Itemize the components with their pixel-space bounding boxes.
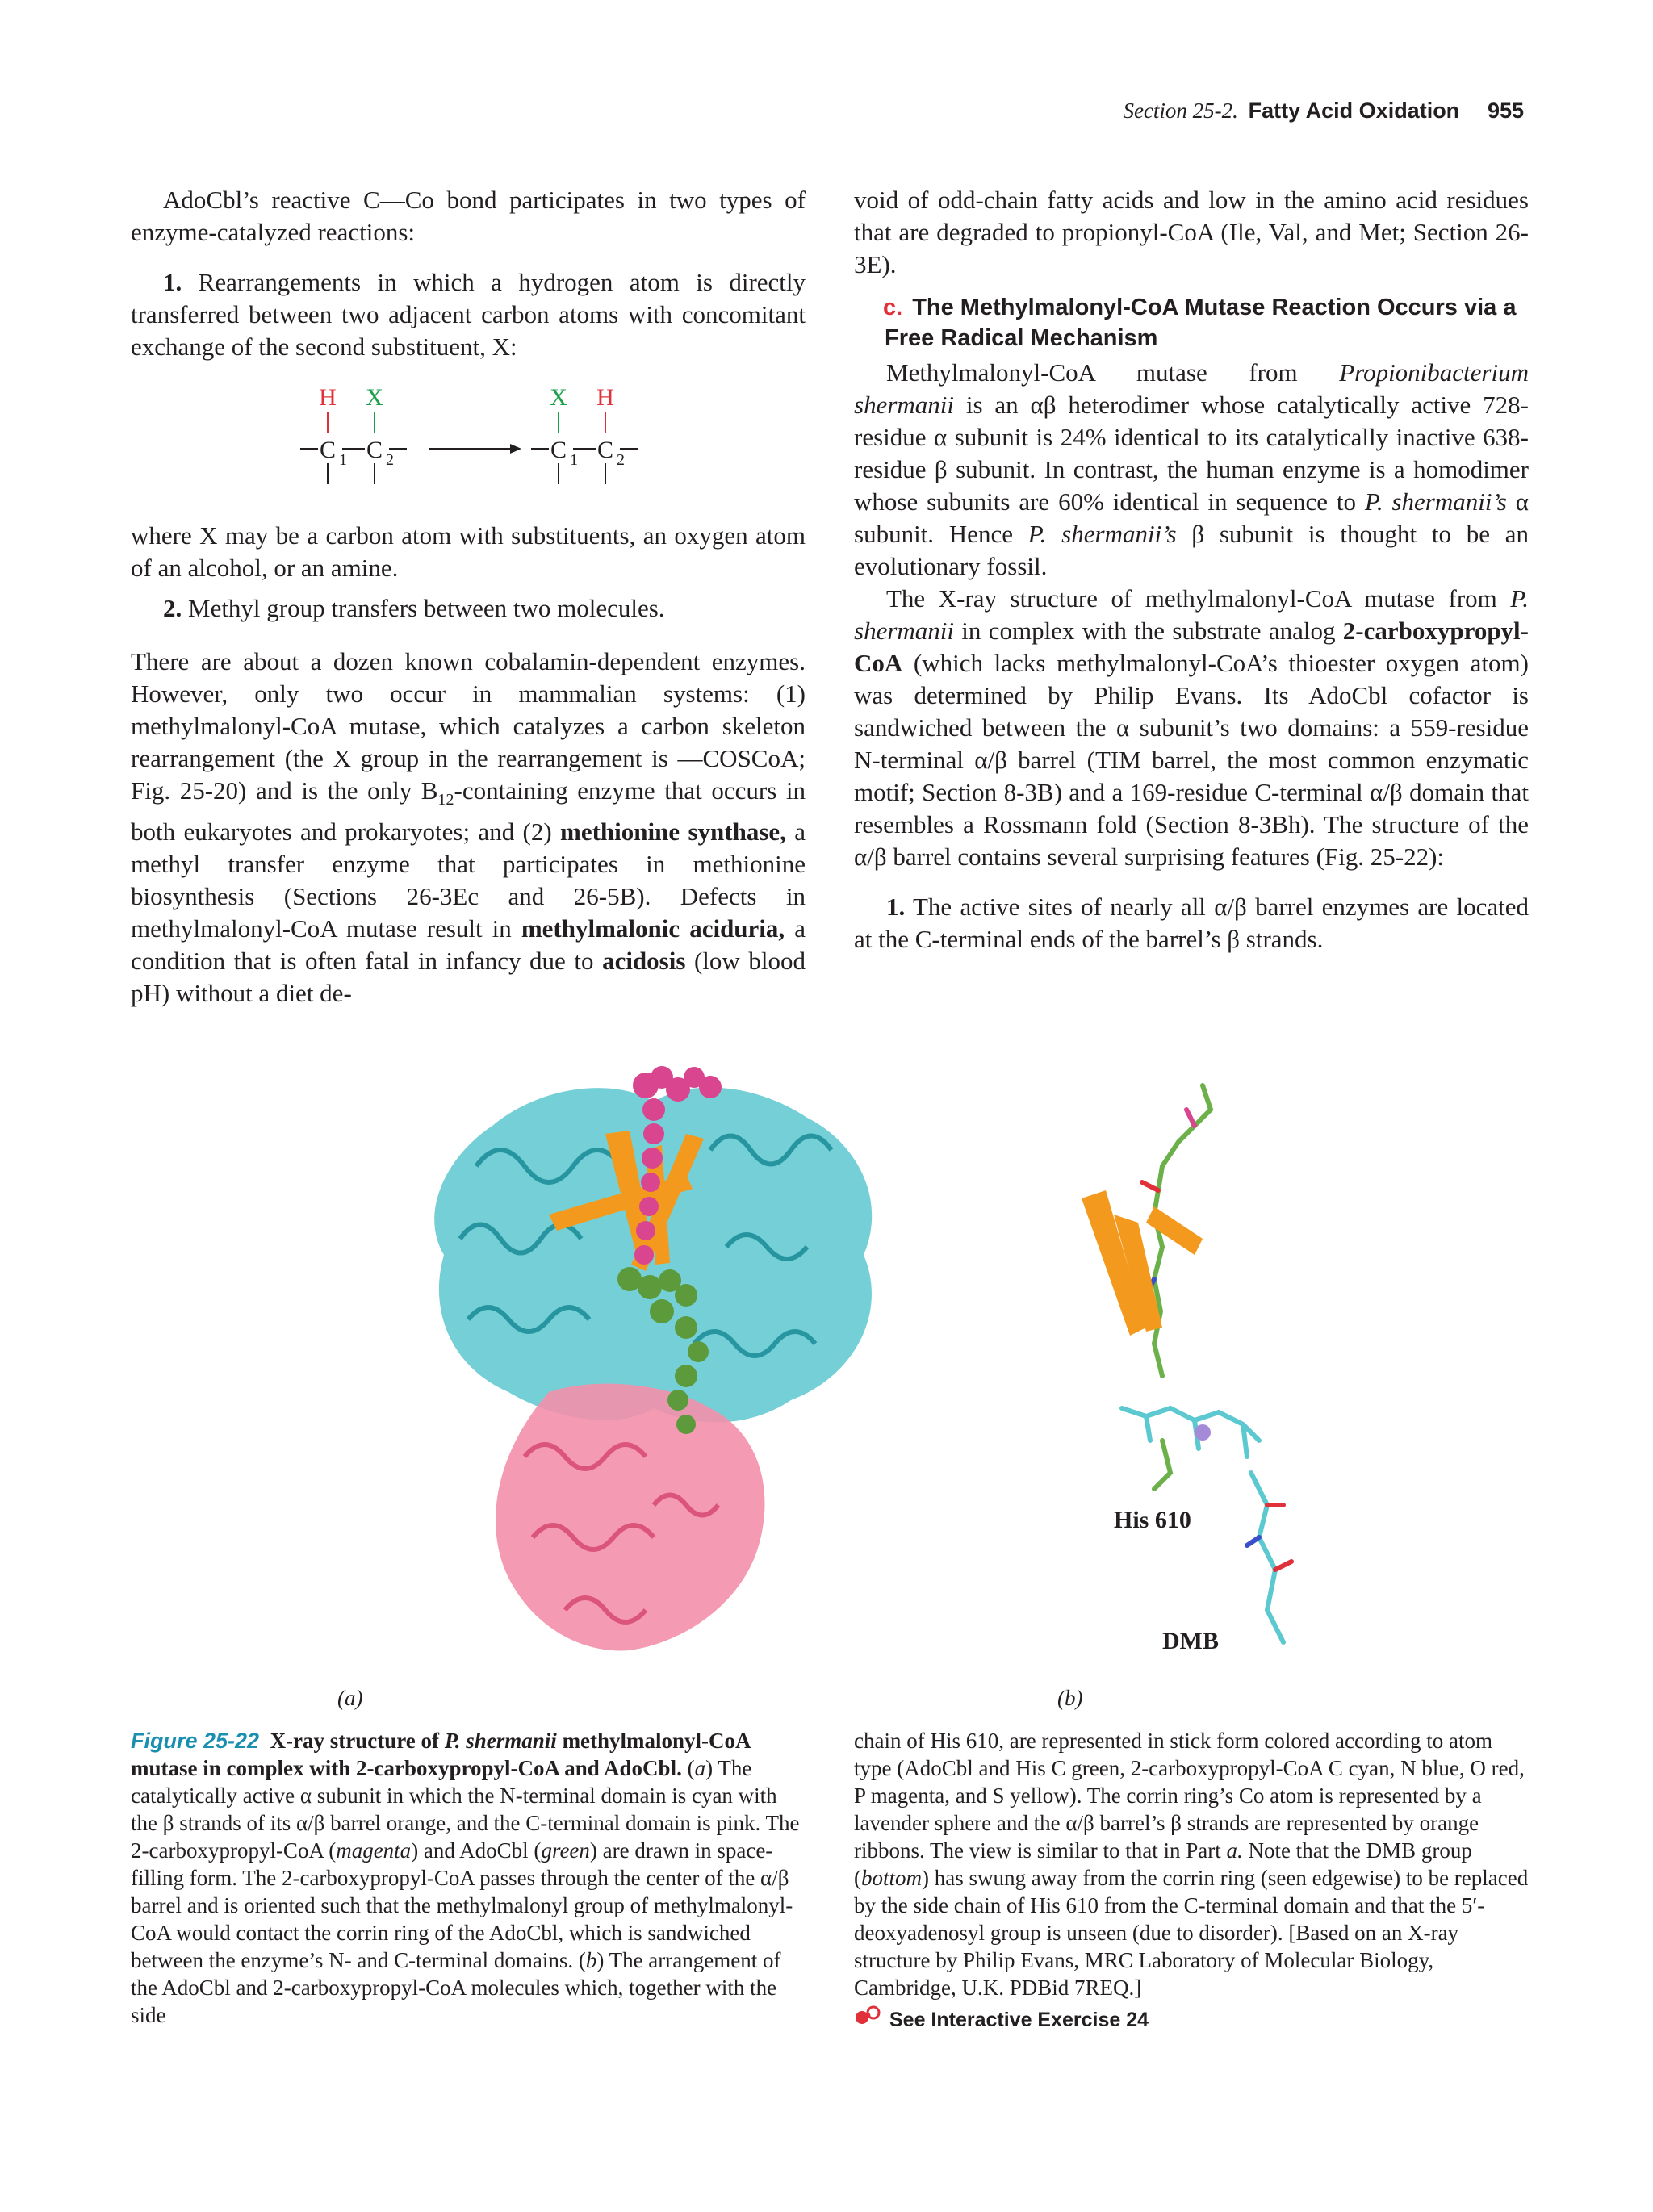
- list-item-text: Methyl group transfers between two molecules.: [188, 594, 665, 622]
- key-term: methylmalonic aciduria,: [521, 914, 785, 943]
- paragraph: void of odd-chain fatty acids and low in the amino acid residues that are degraded to propionyl-CoA (Ile, Val, and Met; Section 26-3E).: [854, 186, 1529, 278]
- key-term: 2-carboxypropyl-CoA: [854, 617, 1529, 677]
- page-number: 955: [1487, 98, 1524, 123]
- scheme-subscript: 1: [339, 451, 347, 469]
- paragraph: where X may be a carbon atom with substituents, an oxygen atom of an alcohol, or an amine.: [131, 521, 806, 582]
- list-item-number: 1.: [163, 268, 182, 296]
- figure-caption-right: [854, 1727, 1529, 2034]
- c-terminal-domain: [496, 1384, 764, 1651]
- panel-a-structure: [434, 1066, 872, 1650]
- right-column: [854, 184, 1529, 955]
- his-610-annotation: His 610: [1114, 1507, 1191, 1533]
- list-item: [131, 592, 806, 625]
- key-term: methionine synthase,: [560, 817, 786, 847]
- caption-text: Figure 25-22 X-ray structure of P. shermanii methylmalonyl-CoA mutase in complex with 2-carboxypropyl-CoA and AdoCbl. (a) The catalytically active α subunit in which the N-terminal domain is cyan with the β strands of its α/β barrel orange, and the C-terminal domain is pink. The 2-carboxypropyl-CoA (magenta) and AdoCbl (green) are drawn in space-filling form. The 2-carboxypropyl-CoA passes through the center of the α/β barrel and is oriented such that the methylmalonyl group of methylmalonyl-CoA would contact the corrin ring of the AdoCbl, which is sandwiched between the enzyme’s N- and C-terminal domains. (b) The arrangement of the AdoCbl and 2-carboxypropyl-CoA molecules which, together with the side: [131, 1729, 800, 2027]
- dmb-annotation: DMB: [1162, 1628, 1219, 1654]
- panel-b-strands: [1082, 1190, 1203, 1336]
- running-head-section: Section 25-2.: [1123, 98, 1238, 123]
- list-item: [854, 891, 1529, 955]
- scheme-left-h: H: [319, 384, 337, 411]
- rearrangement-scheme: [131, 374, 806, 512]
- panel-b-structure: [1082, 1085, 1291, 1642]
- paragraph: There are about a dozen known cobalamin-dependent enzymes. However, only two occur in mammalian systems: (1) methylmalonyl-CoA mutase, which catalyzes a carbon skeleton rearrangement (the X group in the rearrangement is —COSCoA; Fig. 25-20) and is the only $B_{12}$-containing enzyme that occurs in both eukaryotes and prokaryotes; and (2) methionine synthase, a methyl transfer enzyme that participates in methionine biosynthesis (Sections 26-3Ec and 26-5B). Defects in methylmalonyl-CoA mutase result in methylmalonic aciduria, a condition that is often fatal in infancy due to acidosis (low blood pH) without a diet de-: [131, 647, 806, 1008]
- rearrangement-diagram: [131, 374, 806, 512]
- running-head: [1123, 98, 1524, 123]
- scheme-carbon: C: [550, 437, 567, 463]
- scheme-right-x: X: [550, 384, 567, 411]
- scheme-left-x: X: [366, 384, 383, 411]
- list-item: [131, 266, 806, 363]
- molecule-icon: [854, 2005, 886, 2034]
- paragraph: AdoCbl’s reactive C—Co bond participates in two types of enzyme-catalyzed reactions:: [131, 186, 806, 246]
- key-term: acidosis: [602, 947, 686, 976]
- protein-structure-illustration: [307, 1053, 1388, 1715]
- list-item-number: 2.: [163, 594, 182, 622]
- paragraph: Methylmalonyl-CoA mutase from Propionibacterium shermanii is an αβ heterodimer whose catalytically active 728-residue α subunit is 24% identical to its catalytically inactive 638-residue β subunit. In contrast, the human enzyme is a homodimer whose subunits are 60% identical in sequence to P. shermanii’s α subunit. Hence P. shermanii’s β subunit is thought to be an evolutionary fossil.: [854, 358, 1529, 580]
- cobalt-atom: [1195, 1424, 1211, 1441]
- interactive-exercise-link[interactable]: [854, 2005, 1529, 2034]
- scheme-subscript: 1: [570, 451, 578, 469]
- caption-text: chain of His 610, are represented in stick form colored according to atom type (AdoCbl and His C green, 2-carboxypropyl-CoA C cyan, N blue, O red, P magenta, and S yellow). The corrin ring’s Co atom is represented by a lavender sphere and the α/β barrel’s β strands are represented by orange ribbons. The view is similar to that in Part a. Note that the DMB group (bottom) has swung away from the corrin ring (seen edgewise) to be replaced by the side chain of His 610 from the C-terminal domain and that the 5′-deoxyadenosyl group is unseen (due to disorder). [Based on an X-ray structure by Philip Evans, MRC Laboratory of Molecular Biology, Cambridge, U.K. PDBid 7REQ.]: [854, 1729, 1529, 2000]
- left-column: [131, 184, 806, 1010]
- scheme-right-h: H: [596, 384, 614, 411]
- list-item-text: Rearrangements in which a hydrogen atom is directly transferred between two adjacent carbon atoms with concomitant exchange of the second substituent, X:: [131, 268, 806, 361]
- figure-caption-left: [131, 1727, 806, 2029]
- scheme-carbon: C: [319, 437, 337, 463]
- scheme-subscript: 2: [617, 451, 625, 469]
- arrow-head: [510, 444, 521, 454]
- scheme-carbon: C: [366, 437, 383, 463]
- figure-number: Figure 25-22: [131, 1729, 260, 1753]
- subheading-text: The Methylmalonyl-CoA Mutase Reaction Occurs via a Free Radical Mechanism: [885, 295, 1517, 351]
- panel-a-label: (a): [337, 1686, 363, 1710]
- panel-b-label: (b): [1057, 1686, 1083, 1710]
- list-item-number: 1.: [886, 893, 906, 921]
- list-item-text: The active sites of nearly all α/β barrel enzymes are located at the C-terminal ends of the barrel’s β strands.: [854, 893, 1529, 953]
- subheading-letter: c.: [883, 295, 903, 320]
- exercise-label: See Interactive Exercise 24: [889, 2008, 1149, 2031]
- section-subheading: [885, 292, 1529, 353]
- scheme-carbon: C: [596, 437, 614, 463]
- caption-title: X-ray structure of P. shermanii methylmalonyl-CoA mutase in complex with 2-carboxypropyl-CoA and AdoCbl.: [131, 1729, 751, 1780]
- scheme-subscript: 2: [386, 451, 394, 469]
- figure-25-22: [307, 1053, 1388, 1715]
- running-head-title: Fatty Acid Oxidation: [1248, 98, 1460, 123]
- paragraph: The X-ray structure of methylmalonyl-CoA mutase from P. shermanii in complex with the substrate analog 2-carboxypropyl-CoA (which lacks methylmalonyl-CoA’s thioester oxygen atom) was determined by Philip Evans. Its AdoCbl cofactor is sandwiched between the α subunit’s two domains: a 559-residue N-terminal α/β barrel (TIM barrel, the most common enzymatic motif; Section 8-3B) and a 169-residue C-terminal α/β domain that resembles a Rossmann fold (Section 8-3Bh). The structure of the α/β barrel contains several surprising features (Fig. 25-22):: [854, 584, 1529, 871]
